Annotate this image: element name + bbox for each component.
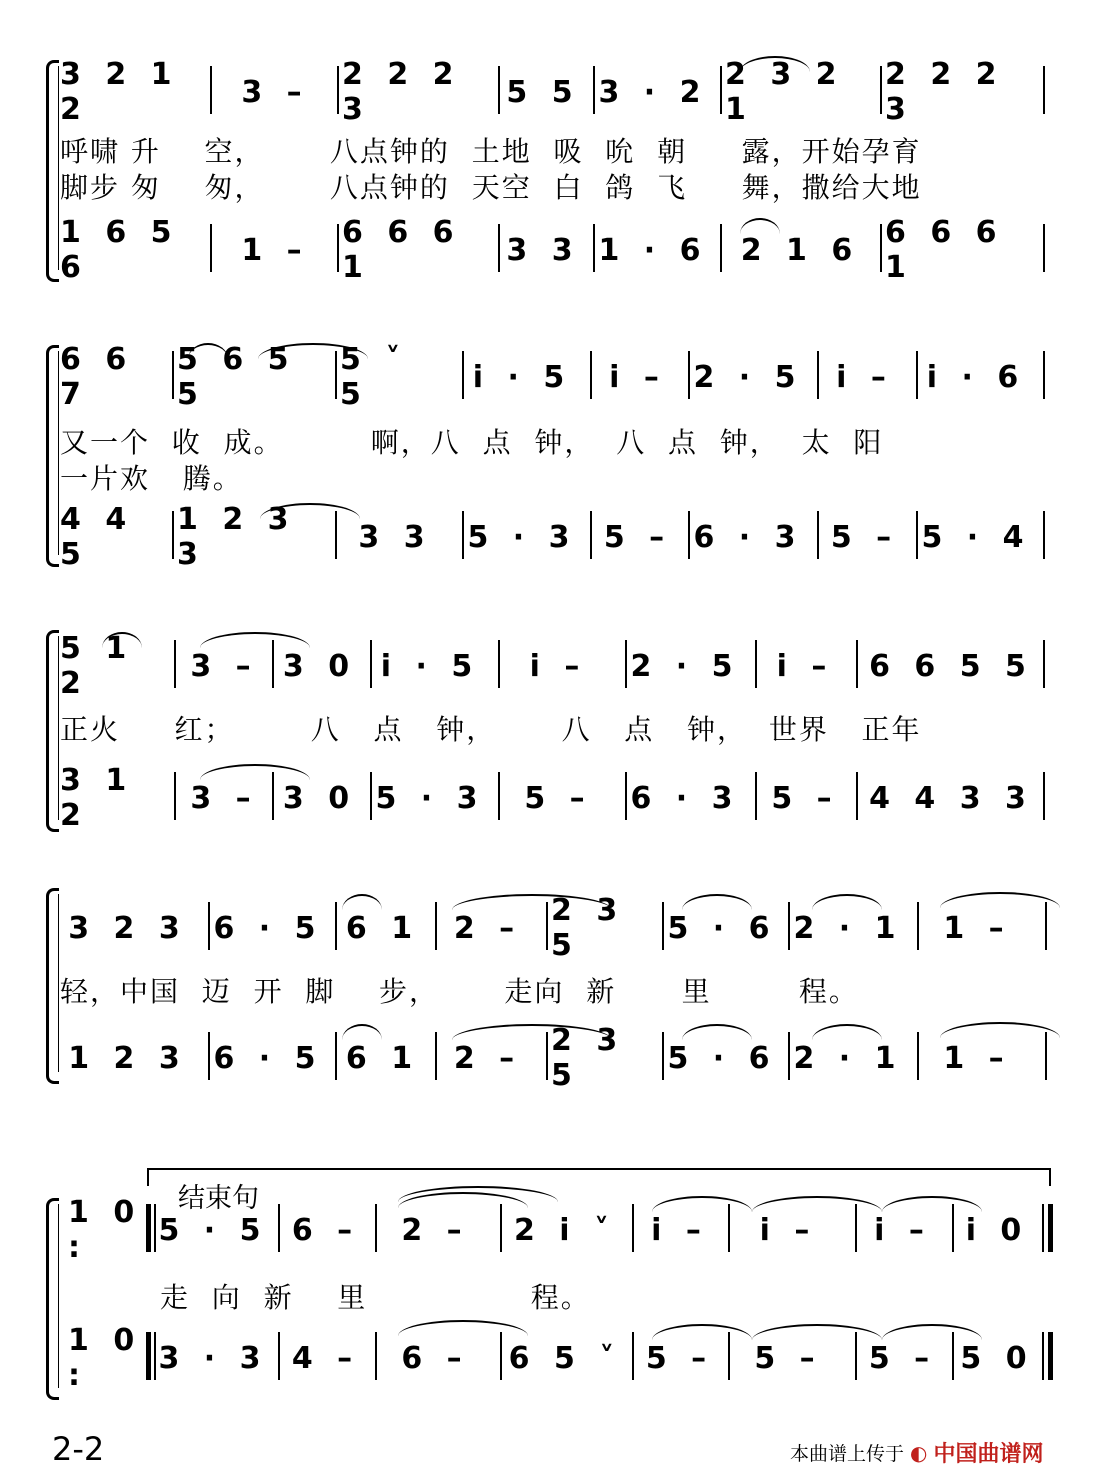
final-barline xyxy=(1048,1204,1053,1252)
barline xyxy=(172,351,174,399)
lower-voice-row xyxy=(60,1023,1060,1093)
measure: 2 3 2 1 xyxy=(725,57,844,127)
measure: 3 2 3 xyxy=(68,910,187,946)
barline xyxy=(632,1204,634,1252)
lyrics-verse-2: 一片欢 腾。 xyxy=(60,462,243,495)
barline xyxy=(278,1204,280,1252)
tie xyxy=(200,632,310,648)
measure: 2 2 2 3 xyxy=(885,57,1004,127)
barline xyxy=(880,66,882,114)
lyrics-verse-1: 轻，中国 迈 开 脚 步， 走向 新 里 程。 xyxy=(60,975,859,1008)
barline xyxy=(632,1332,634,1380)
measure: 6 – xyxy=(291,1212,360,1248)
tie xyxy=(812,1024,882,1040)
barline xyxy=(208,902,210,950)
barline xyxy=(498,772,500,820)
measure: 5 · 6 xyxy=(667,910,777,946)
measure: 2 – xyxy=(401,1212,469,1248)
barline xyxy=(917,902,919,950)
tie xyxy=(940,892,1060,908)
page-number: 2-2 xyxy=(52,1430,105,1468)
measure: 3 0 xyxy=(282,780,357,816)
upper-voice-row xyxy=(60,631,1050,701)
system-brace-inner xyxy=(58,66,59,270)
measure: 2 3 5 xyxy=(551,1023,625,1093)
measure: 3 3 xyxy=(506,232,580,268)
measure: i – xyxy=(874,1212,931,1248)
barline xyxy=(335,1032,337,1080)
measure: 6 6 6 1 xyxy=(885,215,1004,285)
lyrics-verse-2: 脚步 匆 匆， 八点钟的 天空 白 鸽 飞 舞，撒给大地 xyxy=(60,171,922,204)
barline xyxy=(278,1332,280,1380)
measure: 2 i ˅ xyxy=(513,1212,617,1248)
measure: 2 · 5 xyxy=(693,359,803,395)
measure: 5 0 xyxy=(960,1340,1034,1376)
system-brace-inner xyxy=(58,351,59,555)
tie xyxy=(398,1186,558,1202)
barline xyxy=(210,66,212,114)
barline xyxy=(688,351,690,399)
barline xyxy=(593,66,595,114)
measure: 6 6 7 xyxy=(60,342,134,412)
barline xyxy=(154,1204,156,1252)
measure: 5 ˅ 5 xyxy=(340,342,408,412)
measure: 5 · 3 xyxy=(375,780,485,816)
measure: 3 · 3 xyxy=(158,1340,268,1376)
measure: 2 · 1 xyxy=(793,910,903,946)
measure: 4 4 5 xyxy=(60,502,134,572)
barline xyxy=(462,511,464,559)
barline xyxy=(720,66,722,114)
barline xyxy=(337,224,339,272)
measure: 5 · 6 xyxy=(667,1040,777,1076)
measure: 1 6 5 6 xyxy=(60,215,179,285)
barline xyxy=(755,772,757,820)
system-brace-inner xyxy=(58,1204,59,1388)
barline xyxy=(462,351,464,399)
barline xyxy=(755,640,757,688)
upper-voice-row xyxy=(60,893,1060,963)
measure: 3 – xyxy=(241,74,309,110)
measure: i · 6 xyxy=(926,359,1026,395)
barline xyxy=(1043,511,1045,559)
lower-voice-row xyxy=(60,763,1050,833)
measure: 5 – xyxy=(771,780,839,816)
barline xyxy=(1043,772,1045,820)
repeat-barline xyxy=(146,1204,151,1252)
barline xyxy=(210,224,212,272)
system-brace-inner xyxy=(58,636,59,820)
tie xyxy=(342,1024,382,1040)
measure: i – xyxy=(836,359,893,395)
measure: 6 1 xyxy=(345,910,420,946)
upper-voice-row xyxy=(60,57,1050,127)
barline xyxy=(856,640,858,688)
measure: 3 – xyxy=(190,648,258,684)
barline xyxy=(593,224,595,272)
measure: i – xyxy=(609,359,666,395)
barline xyxy=(688,511,690,559)
measure: 3 3 xyxy=(358,519,432,555)
measure: 5 – xyxy=(645,1340,714,1376)
barline xyxy=(337,66,339,114)
measure: 2 · 5 xyxy=(630,648,740,684)
measure: 6 · 5 xyxy=(213,910,323,946)
barline xyxy=(1043,224,1045,272)
barline xyxy=(498,640,500,688)
measure: 6 · 5 xyxy=(213,1040,323,1076)
lower-voice-row xyxy=(60,215,1050,285)
tie xyxy=(200,764,310,780)
measure: 2 2 2 3 xyxy=(342,57,461,127)
measure: 6 6 6 1 xyxy=(342,215,461,285)
lower-voice-row xyxy=(60,502,1050,572)
barline xyxy=(500,1332,502,1380)
barline xyxy=(335,902,337,950)
ending-bracket xyxy=(147,1168,1051,1186)
measure: i – xyxy=(759,1212,817,1248)
measure: i – xyxy=(529,648,587,684)
barline xyxy=(720,224,722,272)
site-logo-icon: ◐ xyxy=(910,1440,928,1465)
measure: 1 – xyxy=(241,232,309,268)
tie xyxy=(812,894,882,910)
barline xyxy=(880,224,882,272)
measure: 2 – xyxy=(453,1040,522,1076)
system-brace-inner xyxy=(58,894,59,1072)
tie xyxy=(652,1324,752,1340)
barline xyxy=(917,1032,919,1080)
barline xyxy=(435,1032,437,1080)
site-credit xyxy=(790,1437,1043,1468)
measure: 3 1 2 xyxy=(60,763,134,833)
lyrics-verse-1: 又一个 收 成。 啊，八 点 钟， 八 点 钟， 太 阳 xyxy=(60,426,884,459)
lyrics-verse-1: 正火 红； 八 点 钟， 八 点 钟， 世界 正年 xyxy=(60,713,922,746)
measure: 6 1 xyxy=(345,1040,420,1076)
barline xyxy=(625,772,627,820)
upper-voice-row xyxy=(60,342,1050,412)
barline xyxy=(375,1332,377,1380)
barline xyxy=(1042,1332,1044,1380)
barline xyxy=(662,902,664,950)
measure: 1 2 3 3 xyxy=(177,502,296,572)
barline xyxy=(375,1204,377,1252)
barline xyxy=(208,1032,210,1080)
tie xyxy=(740,218,780,234)
measure: 5 – xyxy=(754,1340,822,1376)
barline xyxy=(1042,1204,1044,1252)
measure: 1 2 3 xyxy=(68,1040,187,1076)
tie xyxy=(752,1196,882,1212)
measure: 6 · 3 xyxy=(630,780,740,816)
measure: 5 5 xyxy=(506,74,580,110)
barline xyxy=(625,640,627,688)
measure: 5 – xyxy=(868,1340,937,1376)
measure: 3 · 2 xyxy=(598,74,708,110)
barline xyxy=(1043,66,1045,114)
upload-note: 本曲谱上传于 xyxy=(790,1443,905,1465)
measure: 5 – xyxy=(603,519,672,555)
measure: 1 · 6 xyxy=(598,232,708,268)
measure: 2 1 6 xyxy=(740,232,860,268)
lyrics-verse-1: 走 向 新 里 程。 xyxy=(160,1281,591,1314)
barline xyxy=(916,511,918,559)
measure: 3 2 1 2 xyxy=(60,57,179,127)
tie xyxy=(342,894,382,910)
measure: i – xyxy=(776,648,834,684)
barline xyxy=(1045,902,1047,950)
barline xyxy=(498,224,500,272)
barline xyxy=(1045,1032,1047,1080)
measure: 3 – xyxy=(190,780,258,816)
ending-label: 结束句 xyxy=(178,1183,259,1214)
final-barline xyxy=(1048,1332,1053,1380)
measure: 2 · 1 xyxy=(793,1040,903,1076)
measure: 2 3 5 xyxy=(551,893,625,963)
barline xyxy=(1043,640,1045,688)
lyrics-verse-1: 呼啸 升 空， 八点钟的 土地 吸 吮 朝 露，开始孕育 xyxy=(60,135,922,168)
measure: 1 0 : xyxy=(68,1323,142,1393)
measure: 5 1 2 xyxy=(60,631,134,701)
barline xyxy=(174,640,176,688)
measure: 2 – xyxy=(453,910,522,946)
lower-voice-row xyxy=(60,1323,1060,1393)
measure: 4 – xyxy=(291,1340,360,1376)
measure: 5 · 5 xyxy=(158,1212,268,1248)
tie xyxy=(682,894,752,910)
barline xyxy=(435,902,437,950)
barline xyxy=(590,511,592,559)
barline xyxy=(662,1032,664,1080)
measure: 5 · 3 xyxy=(467,519,577,555)
tie xyxy=(940,1022,1060,1038)
measure: 6 · 3 xyxy=(693,519,803,555)
measure: i 0 xyxy=(965,1212,1029,1248)
tie xyxy=(882,1324,982,1340)
barline xyxy=(498,66,500,114)
measure: i · 5 xyxy=(472,359,572,395)
measure: 3 0 xyxy=(282,648,357,684)
measure: 4 4 3 3 xyxy=(869,780,1033,816)
measure: 5 – xyxy=(830,519,899,555)
site-name[interactable]: 中国曲谱网 xyxy=(933,1442,1044,1467)
measure: 6 6 5 5 xyxy=(869,648,1033,684)
measure: 5 · 4 xyxy=(921,519,1031,555)
barline xyxy=(174,772,176,820)
barline xyxy=(1043,351,1045,399)
barline xyxy=(817,351,819,399)
measure: 1 0 : xyxy=(68,1195,142,1265)
measure: 6 5 ˅ xyxy=(508,1340,622,1376)
measure: 6 – xyxy=(401,1340,469,1376)
barline xyxy=(590,351,592,399)
barline xyxy=(916,351,918,399)
barline xyxy=(154,1332,156,1380)
measure: 5 6 5 5 xyxy=(177,342,296,412)
repeat-barline xyxy=(146,1332,151,1380)
tie xyxy=(398,1320,528,1336)
measure: 1 – xyxy=(943,1040,1011,1076)
barline xyxy=(370,640,372,688)
measure: i · 5 xyxy=(380,648,480,684)
barline xyxy=(500,1204,502,1252)
measure: 5 – xyxy=(524,780,592,816)
tie xyxy=(652,1196,752,1212)
barline xyxy=(172,511,174,559)
tie xyxy=(752,1324,882,1340)
barline xyxy=(788,902,790,950)
tie xyxy=(882,1196,982,1212)
measure: i – xyxy=(651,1212,708,1248)
barline xyxy=(817,511,819,559)
tie xyxy=(682,1024,752,1040)
barline xyxy=(788,1032,790,1080)
barline xyxy=(856,772,858,820)
barline xyxy=(370,772,372,820)
measure: 1 – xyxy=(943,910,1011,946)
